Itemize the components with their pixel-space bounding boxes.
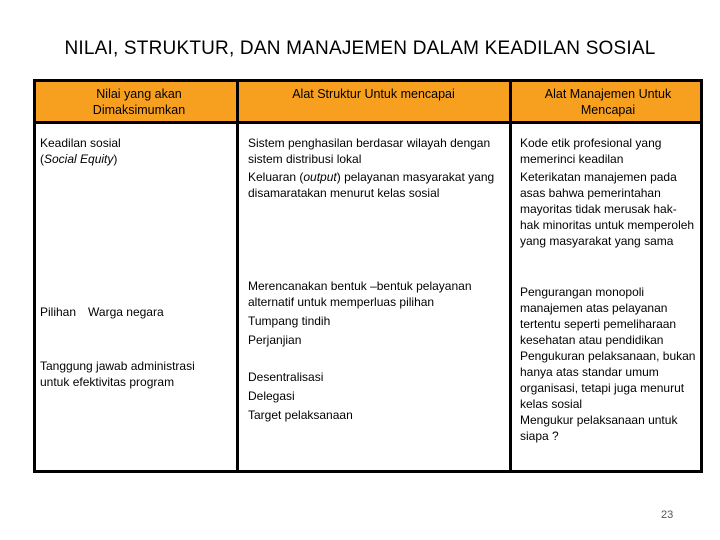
social-equity-table — [33, 79, 703, 473]
social-equity-italic: Social Equity — [44, 152, 114, 166]
structure-group-3 — [248, 369, 496, 423]
value-social-equity-label: Keadilan sosial — [40, 136, 121, 150]
structure-item-decentralization: Desentralisasi — [248, 370, 324, 384]
management-item-measure-for-whom: Mengukur pelaksanaan untuk siapa ? — [520, 413, 678, 443]
value-citizen-label: Warga negara — [88, 305, 164, 319]
value-citizen-choice — [40, 304, 230, 320]
slide-title: NILAI, STRUKTUR, DAN MANAJEMEN DALAM KEADILAN SOSIAL — [64, 38, 656, 59]
structure-item-income-system: Sistem penghasilan berdasar wilayah dengan sistem distribusi lokal — [248, 136, 491, 166]
management-item-majority-rule: Keterikatan manajemen pada asas bahwa pemerintahan mayoritas tidak merusak hak-hak minoritas untuk memperoleh yang masyarakat yang sama — [520, 170, 695, 248]
output-text-before: Keluaran ( — [248, 170, 304, 184]
structure-group-1 — [248, 135, 496, 201]
management-item-ethics-code: Kode etik profesional yang memerinci keadilan — [520, 136, 662, 166]
structure-item-overlap: Tumpang tindih — [248, 314, 331, 328]
structure-item-target: Target pelaksanaan — [248, 408, 353, 422]
management-item-monopoly-reduction: Pengurangan monopoli manajemen atas pelayanan tertentu seperti pemeliharaan kesehatan atau pendidikan — [520, 285, 677, 347]
header-values: Nilai yang akan Dimaksimumkan — [92, 87, 186, 117]
value-choice-label: Pilihan — [40, 305, 77, 319]
output-italic: output — [303, 170, 337, 184]
value-social-equity-english — [40, 151, 230, 167]
column-divider-2 — [509, 82, 512, 470]
structure-item-delegation: Delegasi — [248, 389, 295, 403]
value-admin-responsibility: Tanggung jawab administrasi untuk efektivitas program — [40, 359, 195, 389]
header-management-tools: Alat Manajemen Untuk Mencapai — [544, 87, 672, 117]
column-divider-1 — [236, 82, 239, 470]
management-item-performance-measure: Pengukuran pelaksanaan, bukan hanya atas standar umum organisasi, tetapi juga menurut kelas sosial — [520, 349, 696, 411]
paren-close: ) — [113, 152, 118, 166]
structure-group-2 — [248, 278, 500, 348]
page-number: 23 — [661, 509, 674, 521]
management-group-1 — [520, 135, 696, 249]
management-group-2 — [520, 284, 696, 444]
value-social-equity — [40, 135, 230, 167]
structure-item-planning: Merencanakan bentuk –bentuk pelayanan alternatif untuk memperluas pilihan — [248, 279, 472, 309]
structure-item-agreement: Perjanjian — [248, 333, 302, 347]
structure-item-output — [248, 169, 496, 201]
output-text-after: ) pelayanan masyarakat yang disamaratakan menurut kelas sosial — [248, 170, 495, 200]
paren-open: ( — [40, 152, 44, 166]
header-structure-tools: Alat Struktur Untuk mencapai — [292, 87, 455, 101]
